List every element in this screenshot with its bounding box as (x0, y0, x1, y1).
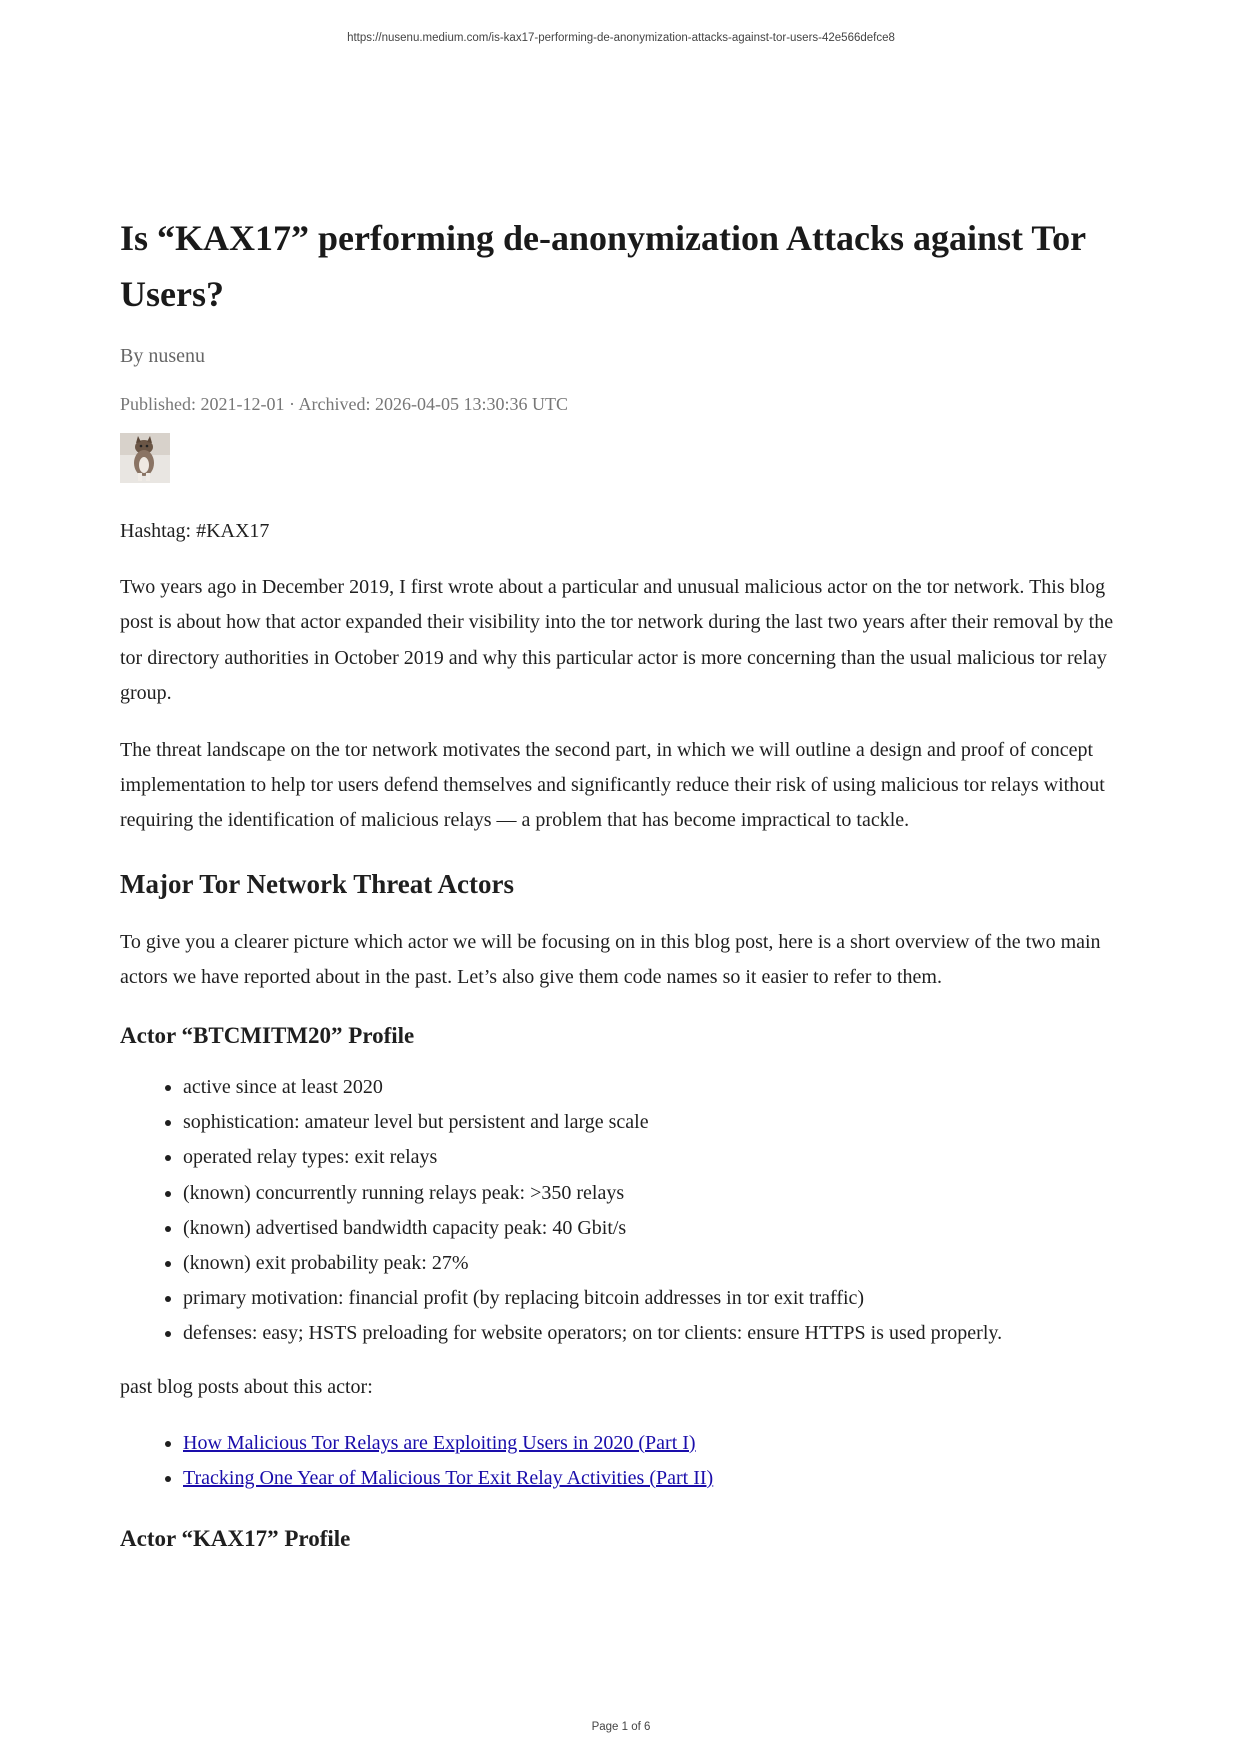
page-number: Page 1 of 6 (591, 1721, 651, 1733)
paragraph: Two years ago in December 2019, I first wrote about a particular and unusual malicious actor on the tor network. This blog post is about how that actor expanded their visibility into the tor network during the last two years after their removal by the tor directory authorities in October 2019 and why this particular actor is more concerning than the usual malicious tor relay group. (120, 576, 1114, 704)
section-heading: Major Tor Network Threat Actors (120, 868, 514, 899)
list-item: • primary motivation: financial profit (by replacing bitcoin addresses in tor exit traffic) (183, 1281, 1130, 1316)
list-item: • operated relay types: exit relays (183, 1140, 1130, 1175)
hashtag: Hashtag: #KAX17 (120, 520, 270, 542)
actor-facts-list (120, 1070, 1130, 1352)
past-posts-label: past blog posts about this actor: (120, 1375, 373, 1398)
author-byline: By nusenu (120, 345, 205, 367)
list-item: • sophistication: amateur level but persistent and large scale (183, 1105, 1130, 1140)
article-title: Is “KAX17” performing de-anonymization Attacks against Tor Users? (120, 218, 1086, 314)
list-item (183, 1461, 1130, 1496)
list-item: • defenses: easy; HSTS preloading for website operators; on tor clients: ensure HTTPS is used properly. (183, 1316, 1130, 1351)
paragraph: The threat landscape on the tor network motivates the second part, in which we will outline a design and proof of concept implementation to help tor users defend themselves and significantly reduce their risk of using malicious tor relays without requiring the identification of malicious relays — a problem that has become impractical to tackle. (120, 739, 1105, 832)
author-avatar (120, 433, 170, 483)
publish-meta (120, 392, 1130, 416)
past-post-link[interactable]: How Malicious Tor Relays are Exploiting Users in 2020 (Part I) (183, 1431, 696, 1454)
past-posts-list (120, 1426, 1130, 1496)
list-item: • (known) advertised bandwidth capacity peak: 40 Gbit/s (183, 1211, 1130, 1246)
list-item: • (known) exit probability peak: 27% (183, 1246, 1130, 1281)
article (120, 210, 1130, 1557)
published-date: Published: 2021-12-01 (120, 394, 285, 414)
page-url-header: https://nusenu.medium.com/is-kax17-performing-de-anonymization-attacks-against-tor-users-42e566defce8 (347, 32, 895, 44)
actor-heading: Actor “KAX17” Profile (120, 1526, 351, 1552)
archived-date: Archived: 2026-04-05 13:30:36 UTC (298, 394, 568, 414)
list-item: • (known) concurrently running relays peak: >350 relays (183, 1176, 1130, 1211)
list-item: • active since at least 2020 (183, 1070, 1130, 1105)
actor-heading: Actor “BTCMITM20” Profile (120, 1023, 415, 1049)
list-item (183, 1426, 1130, 1461)
section-intro: To give you a clearer picture which actor we will be focusing on in this blog post, here is a short overview of the two main actors we have reported about in the past. Let’s also give them code names so it easier to refer to them. (120, 930, 1101, 988)
past-post-link[interactable]: Tracking One Year of Malicious Tor Exit Relay Activities (Part II) (183, 1467, 714, 1490)
meta-separator: · (284, 394, 299, 414)
